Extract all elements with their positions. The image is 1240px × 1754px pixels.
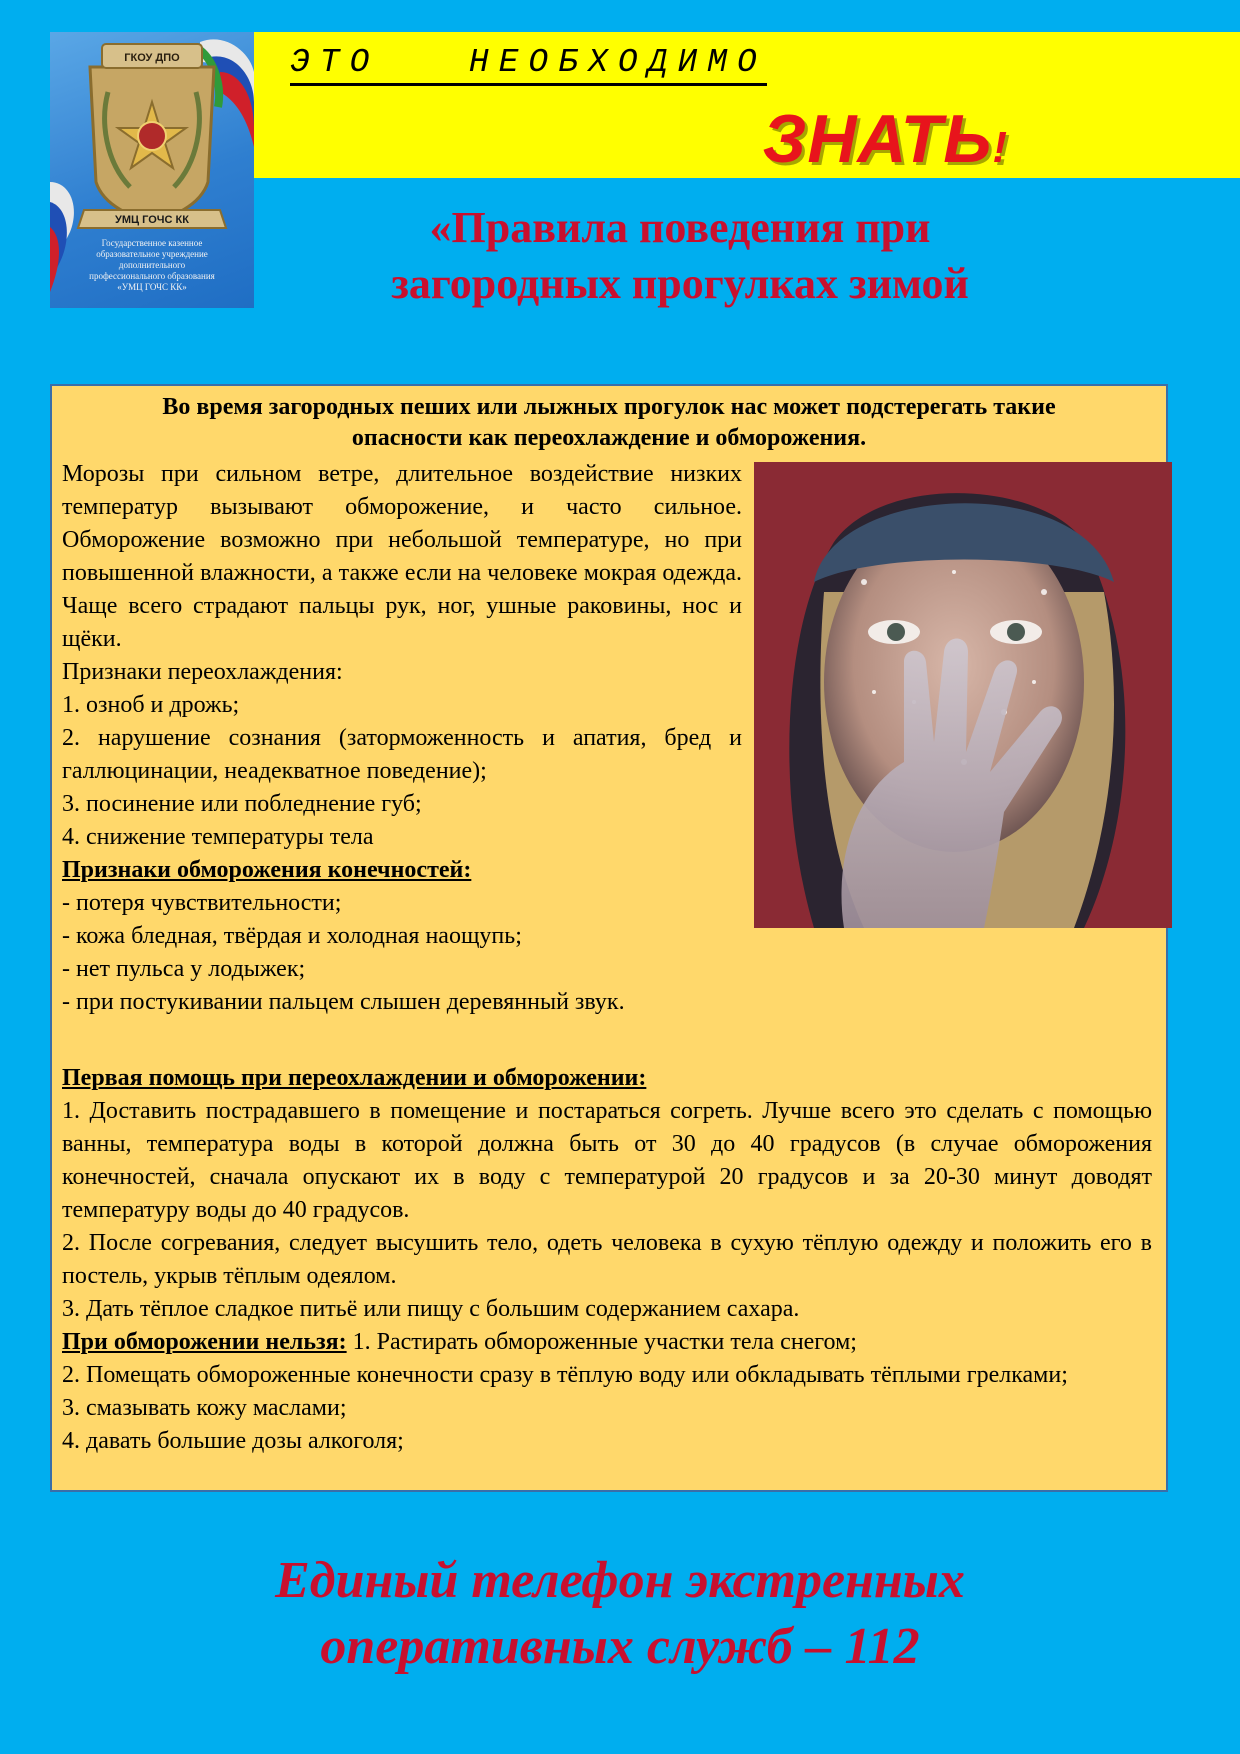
content-panel <box>50 384 1168 1492</box>
page-title <box>300 200 1060 312</box>
first-aid-item: 3. Дать тёплое сладкое питьё или пищу с большим содержанием сахара. <box>62 1296 800 1322</box>
footer-line-1: Единый телефон экстренных <box>275 1552 965 1609</box>
intro-text <box>62 392 1156 454</box>
organization-logo <box>50 32 254 308</box>
forbidden-item: 4. давать большие дозы алкоголя; <box>62 1428 404 1454</box>
hypothermia-item: 1. озноб и дрожь; <box>62 692 240 718</box>
frostbitten-woman-photo <box>754 462 1172 928</box>
logo-caption-line: образовательное учреждение <box>96 249 208 259</box>
banner-know-word: ЗНАТЬ <box>762 101 993 177</box>
logo-caption-line: «УМЦ ГОЧС КК» <box>117 282 187 292</box>
full-width-text <box>62 1062 1152 1458</box>
logo-caption-line: профессионального образования <box>89 271 215 281</box>
hypothermia-item: 2. нарушение сознания (заторможенность и апатия, бред и галлюцинации, неадекватное поведение); <box>62 725 742 784</box>
left-column-text <box>62 458 742 1019</box>
banner-exclamation: ! <box>992 123 1008 172</box>
header-banner <box>254 32 1240 178</box>
first-aid-item: 2. После согревания, следует высушить тело, одеть человека в сухую тёплую одежду и положить его в постель, укрыв тёплым одеялом. <box>62 1230 1152 1289</box>
emergency-phone-footer <box>120 1548 1120 1680</box>
logo-ribbon-text: УМЦ ГОЧС КК <box>115 214 189 226</box>
intro-line-1: Во время загородных пеших или лыжных прогулок нас может подстерегать такие <box>162 394 1056 420</box>
logo-caption-line: дополнительного <box>118 260 186 270</box>
frostbite-signs-heading: Признаки обморожения конечностей: <box>62 857 472 883</box>
forbidden-item: 2. Помещать обмороженные конечности сразу в тёплую воду или обкладывать тёплыми грелками; <box>62 1362 1068 1388</box>
hypothermia-heading: Признаки переохлаждения: <box>62 659 343 685</box>
title-line-2: загородных прогулках зимой <box>391 259 969 308</box>
logo-caption <box>66 238 238 293</box>
frostbite-sign-item: - при постукивании пальцем слышен деревянный звук. <box>62 989 625 1015</box>
forbidden-item-first: 1. Растирать обмороженные участки тела снегом; <box>346 1329 857 1355</box>
logo-top-text: ГКОУ ДПО <box>124 52 180 64</box>
frost-paragraph: Морозы при сильном ветре, длительное воздействие низких температур вызывают обморожение, и часто сильное. Обморожение возможно при небольшой температуре, но при повышенной влажности, а также если на человеке мокрая одежда. Чаще всего страдают пальцы рук, ног, ушные раковины, нос и щёки. <box>62 461 742 652</box>
frostbite-sign-item: - кожа бледная, твёрдая и холодная наощупь; <box>62 923 522 949</box>
hypothermia-item: 4. снижение температуры тела <box>62 824 374 850</box>
banner-line-necessary: ЭТО НЕОБХОДИМО <box>290 44 767 86</box>
first-aid-heading: Первая помощь при переохлаждении и обморожении: <box>62 1065 647 1091</box>
footer-line-2: оперативных служб – 112 <box>320 1618 920 1675</box>
frostbite-sign-item: - нет пульса у лодыжек; <box>62 956 306 982</box>
first-aid-item: 1. Доставить пострадавшего в помещение и постараться согреть. Лучше всего это сделать с помощью ванны, температура воды в которой должна быть от 30 до 40 градусов (в случае обморожения конечностей, сначала опускают их в воду с температурой 20 градусов и за 20-30 минут доводят температуру воды до 40 градусов. <box>62 1098 1152 1223</box>
forbidden-item: 3. смазывать кожу маслами; <box>62 1395 347 1421</box>
title-line-1: «Правила поведения при <box>429 203 931 252</box>
frostbite-sign-item: - потеря чувствительности; <box>62 890 342 916</box>
hypothermia-item: 3. посинение или побледнение губ; <box>62 791 422 817</box>
logo-caption-line: Государственное казенное <box>101 238 203 248</box>
intro-line-2: опасности как переохлаждение и обморожения. <box>351 425 867 451</box>
banner-line-know <box>763 100 1008 178</box>
forbidden-heading: При обморожении нельзя: <box>62 1329 347 1355</box>
